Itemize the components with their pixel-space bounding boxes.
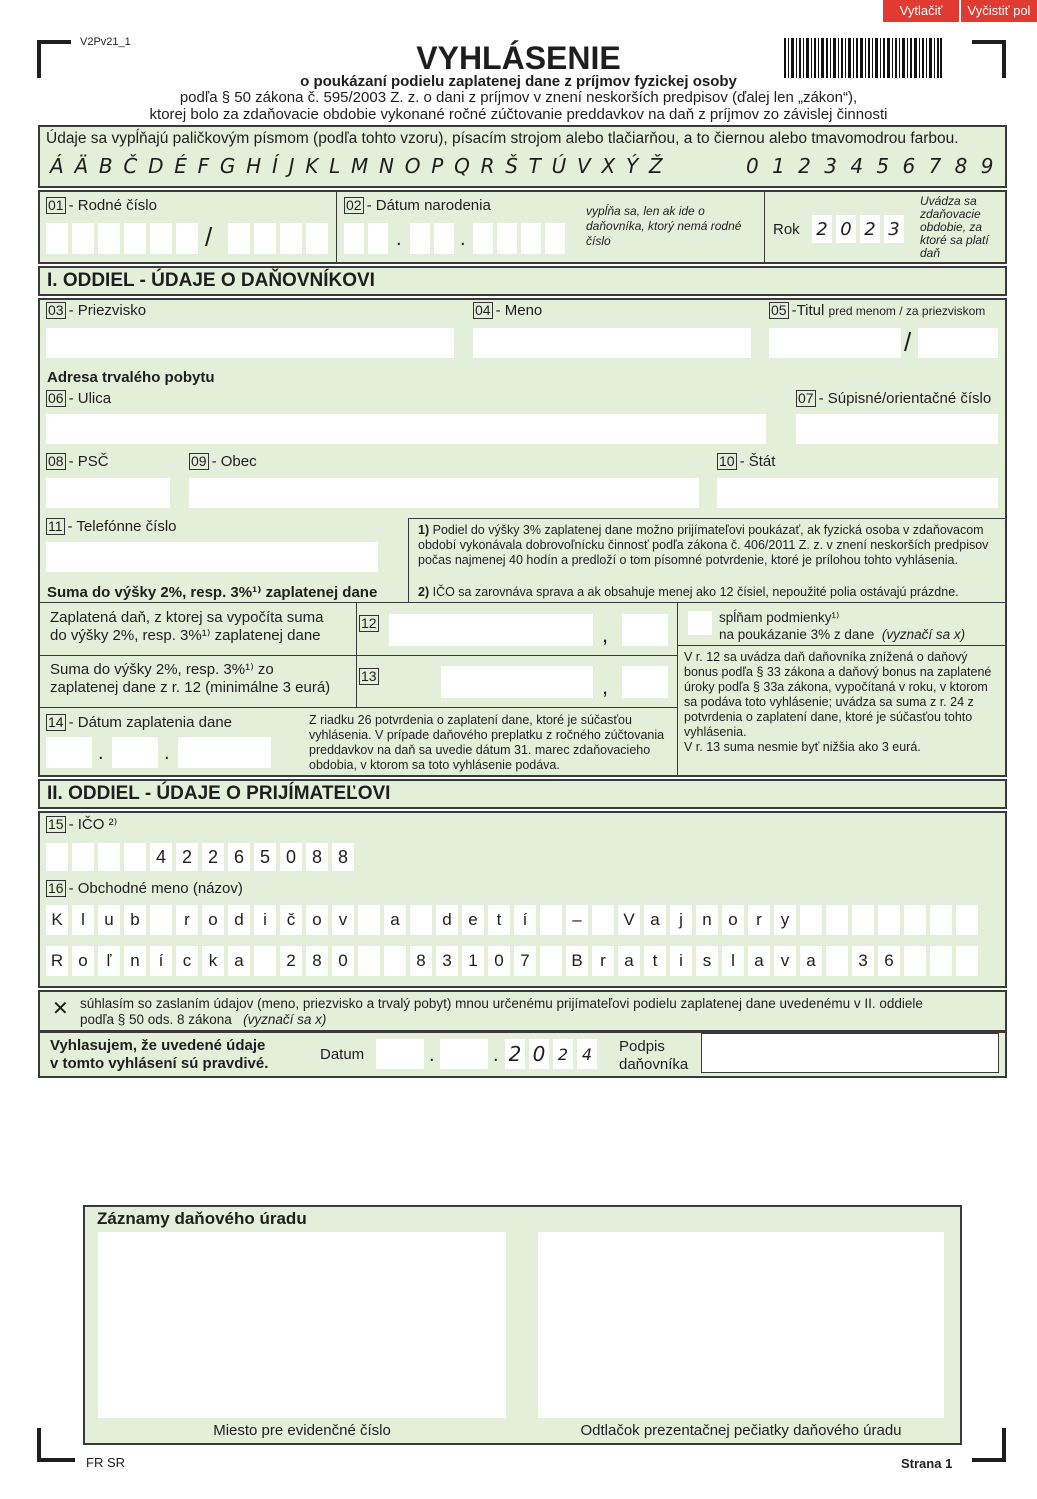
char-box[interactable]: 6 [878,946,900,976]
street-input[interactable] [46,414,766,444]
share-amount-cents-input[interactable] [622,666,668,698]
field-03-label: 03 - Priezvisko [48,302,147,319]
char-box[interactable]: o [72,946,94,976]
signature-label: Podpis daňovníka [619,1038,689,1073]
signature-box[interactable] [701,1033,999,1073]
char-box[interactable] [800,905,822,935]
char-box[interactable] [254,946,276,976]
page-subtitle: o poukázaní podielu zaplatenej dane z príjmov fyzickej osoby [300,73,737,90]
char-box[interactable]: v [774,946,796,976]
char-box[interactable]: 3 [852,946,874,976]
surname-input[interactable] [46,328,454,358]
char-box[interactable]: – [566,905,588,935]
char-box[interactable]: 2 [280,946,302,976]
birth-number-slash: / [205,222,213,252]
business-name-line-2[interactable] [46,946,982,976]
birth-date-month[interactable] [410,223,458,254]
char-box[interactable] [956,946,978,976]
field-16-label: 16 - Obchodné meno (názov) [48,880,243,897]
char-box[interactable] [930,905,952,935]
birth-number-prefix[interactable] [46,223,202,254]
char-box[interactable] [878,905,900,935]
field-14-label: 14 - Dátum zaplatenia dane [48,714,233,731]
paid-tax-input[interactable] [389,614,593,646]
char-box[interactable]: K [46,905,68,935]
page-title: VYHLÁSENIE [416,40,621,76]
char-box[interactable]: j [670,905,692,935]
payment-date-month[interactable] [112,737,158,768]
char-box[interactable] [592,905,614,935]
header-line-3: ktorej bolo za zdaňovacie obdobie vykonané ročné zúčtovanie preddavkov na daň z príjmov zo závislej činnosti [149,106,888,123]
char-box[interactable]: 1 [462,946,484,976]
office-records-title: Záznamy daňového úradu [97,1209,307,1228]
char-box[interactable]: d [436,905,458,935]
phone-input[interactable] [46,542,378,572]
consent-text: súhlasím so zaslaním údajov (meno, priezvisko a trvalý pobyt) mnou určenému prijímateľovi podielu zaplatenej dane uvedenému v II. oddiele podľa § 50 ods. 8 zákona (vyznačí sa x) [80,996,923,1027]
char-box[interactable]: 0 [488,946,510,976]
char-box[interactable] [540,946,562,976]
print-button[interactable]: Vytlačiť [883,0,959,22]
char-box[interactable]: y [774,905,796,935]
field-01-label: 01 - Rodné číslo [48,197,157,214]
char-box[interactable]: o [202,905,224,935]
char-box[interactable]: a [644,905,666,935]
char-box[interactable]: í [150,946,172,976]
char-box[interactable]: a [228,946,250,976]
registration-number-caption: Miesto pre evidenčné číslo [213,1422,391,1439]
char-box[interactable]: i [670,946,692,976]
char-box[interactable]: a [384,905,406,935]
header-line-2: podľa § 50 zákona č. 595/2003 Z. z. o dani z príjmov v znení neskorších predpisov (ďalej len „zákon“), [179,89,858,106]
field-15-label: 15 - IČO ²⁾ [48,816,118,833]
char-box[interactable]: l [722,946,744,976]
date-label: Datum [320,1046,365,1063]
char-box[interactable]: l [72,905,94,935]
first-name-input[interactable] [473,328,751,358]
char-box[interactable]: o [306,905,328,935]
barcode-icon [784,38,942,78]
city-input[interactable] [189,478,699,508]
postal-code-input[interactable] [46,478,170,508]
char-box[interactable]: e [462,905,484,935]
char-box[interactable]: r [176,905,198,935]
house-number-input[interactable] [796,414,998,444]
char-box[interactable]: v [332,905,354,935]
char-box[interactable]: r [592,946,614,976]
char-box[interactable] [150,905,172,935]
char-box[interactable]: b [124,905,146,935]
footer-page-number: Strana 1 [901,1456,953,1471]
section-1-title: I. ODDIEL - ÚDAJE O DAŇOVNÍKOVI [47,270,375,291]
year-note: Uvádza sa zdaňovacie obdobie, za ktoré sa platí daň [920,194,989,260]
char-box[interactable]: a [748,946,770,976]
field-02-note: vypĺňa sa, len ak ide o daňovníka, ktorý nemá rodné číslo [586,204,742,248]
field-02-label: 02 - Dátum narodenia [346,197,491,214]
char-box[interactable]: č [280,905,302,935]
section-2-title: II. ODDIEL - ÚDAJE O PRIJÍMATEĽOVI [47,783,391,804]
note-row-12: V r. 12 sa uvádza daň daňovníka znížená o daňový bonus podľa § 33 zákona a daňový bonus na zaplatené úroky podľa § 33a zákona, vypočítaná v roku, v ktorom sa podáva toto vyhlásenie; uvádza sa suma z r. 24 z potvrdenia o zaplatení dane, ktoré je súčasťou tohto vyhlásenia. V r. 13 suma nesmie byť nižšia ako 3 eurá. [684,650,992,754]
year-label: Rok [773,221,800,238]
consent-checkbox[interactable]: ✕ [52,998,69,1020]
char-box[interactable]: 8 [410,946,432,976]
char-box[interactable] [826,905,848,935]
declaration-text: Vyhlasujem, že uvedené údaje v tomto vyhlásení sú pravdivé. [50,1037,269,1072]
field-13-label: Suma do výšky 2%, resp. 3%¹⁾ zo zaplatenej dane z r. 12 (minimálne 3 eurá) [50,661,331,696]
char-box[interactable]: R [46,946,68,976]
field-10-label: 10 - Štát [719,453,776,470]
form-code: V2Pv21_1 [80,36,131,48]
title-before-input[interactable] [769,328,901,358]
char-box[interactable]: B [566,946,588,976]
char-box[interactable]: n [124,946,146,976]
char-box[interactable]: 7 [514,946,536,976]
birth-date-day[interactable] [344,223,392,254]
char-box[interactable] [826,946,848,976]
paid-tax-cents-input[interactable] [622,614,668,646]
conditions-3pct-checkbox[interactable] [688,611,712,635]
char-box[interactable]: s [696,946,718,976]
footnote-1: 1) Podiel do výšky 3% zaplatenej dane možno prijímateľovi poukázať, ak fyzická osoba v zdaňovacom období vykonávala dobrovoľnícku činnosť podľa zákona č. 406/2011 Z. z. v znení neskorších predpisov počas najmenej 40 hodín a predloží o tom písomné potvrdenie, ktoré je prílohou tohto vyhlásenia. [418,523,989,567]
char-box[interactable]: k [202,946,224,976]
char-box[interactable]: n [696,905,718,935]
char-box[interactable]: d [228,905,250,935]
title-after-input[interactable] [918,328,998,358]
sample-digits: 0 1 2 3 4 5 6 7 8 9 [746,154,997,178]
ico-input[interactable]: 4 2 2 6 5 0 8 8 [46,843,358,871]
footer-left: FR SR [86,1455,125,1470]
char-box[interactable]: í [514,905,536,935]
char-box[interactable] [852,905,874,935]
address-title: Adresa trvalého pobytu [47,369,215,386]
char-box[interactable] [930,946,952,976]
share-amount-input[interactable] [441,666,593,698]
field-06-label: 06 - Ulica [48,390,112,407]
char-box[interactable]: 3 [436,946,458,976]
field-04-label: 04 - Meno [475,302,543,319]
birth-date-year[interactable] [473,223,569,254]
instructions-text: Údaje sa vypĺňajú paličkovým písmom (podľa tohto vzoru), písacím strojom alebo tlačiarňou, a to čiernou alebo tmavomodrou farbou. [46,130,959,147]
field-11-label: 11 - Telefónne číslo [48,518,177,535]
signature-date-month[interactable] [440,1039,488,1069]
footnote-2: 2) IČO sa zarovnáva sprava a ak obsahuje menej ako 12 čísiel, nepoužité polia ostávajú prázdne. [418,585,959,599]
field-14-note: Z riadku 26 potvrdenia o zaplatení dane, ktoré je súčasťou vyhlásenia. V prípade daňového preplatku z ročného zúčtovania preddavkov na daň sa uvedie dátum 31. marec zdaňovacieho obdobia, v ktorom sa toto vyhlásenie podáva. [309,713,665,772]
char-box[interactable]: 8 [306,946,328,976]
char-box[interactable]: u [98,905,120,935]
field-09-label: 09 - Obec [191,453,257,470]
signature-date-day[interactable] [376,1039,424,1069]
char-box[interactable] [904,946,926,976]
corner-mark-bottom-left [37,1428,75,1462]
char-box[interactable]: o [722,905,744,935]
birth-number-suffix[interactable] [228,223,332,254]
char-box[interactable]: t [644,946,666,976]
char-box[interactable]: ľ [98,946,120,976]
business-name-line-1[interactable] [46,905,982,935]
country-input[interactable] [717,478,998,508]
field-12-label: Zaplatená daň, z ktorej sa vypočíta suma do výšky 2%, resp. 3%¹⁾ zaplatenej dane [50,609,324,644]
office-stamp-caption: Odtlačok prezentačnej pečiatky daňového úradu [580,1422,902,1439]
field-08-label: 08 - PSČ [48,453,109,470]
corner-mark-bottom-right [972,1428,1006,1462]
char-box[interactable]: t [488,905,510,935]
clear-fields-button[interactable]: Vyčistiť pol [961,0,1037,22]
payment-date-day[interactable] [46,737,92,768]
char-box[interactable]: i [254,905,276,935]
tax-year-field[interactable]: 2 0 2 3 [812,215,908,243]
char-box[interactable]: 0 [332,946,354,976]
field-05-label: 05 -Titul pred menom / za priezviskom [771,302,986,319]
payment-date-year[interactable] [178,737,271,768]
signature-date-year[interactable]: 2 0 2 4 [505,1039,601,1069]
char-box[interactable] [358,946,380,976]
char-box[interactable] [904,905,926,935]
char-box[interactable] [410,905,432,935]
char-box[interactable]: a [618,946,640,976]
office-stamp-area [538,1232,944,1418]
field-07-label: 07 - Súpisné/orientačné číslo [798,390,992,407]
char-box[interactable] [384,946,406,976]
registration-number-area [98,1232,506,1418]
suma-title: Suma do výšky 2%, resp. 3%¹⁾ zaplatenej dane [47,584,378,601]
conditions-3pct-label: spĺňam podmienky¹⁾ na poukázanie 3% z dane (vyznačí sa x) [719,610,966,642]
char-box[interactable]: V [618,905,640,935]
char-box[interactable] [956,905,978,935]
sample-letters: Á Ä B Č D É F G H Í J K L M N O P Q R Š T Ú V X Ý Ž [50,154,665,178]
char-box[interactable]: a [800,946,822,976]
char-box[interactable] [540,905,562,935]
char-box[interactable] [358,905,380,935]
char-box[interactable]: c [176,946,198,976]
char-box[interactable]: r [748,905,770,935]
